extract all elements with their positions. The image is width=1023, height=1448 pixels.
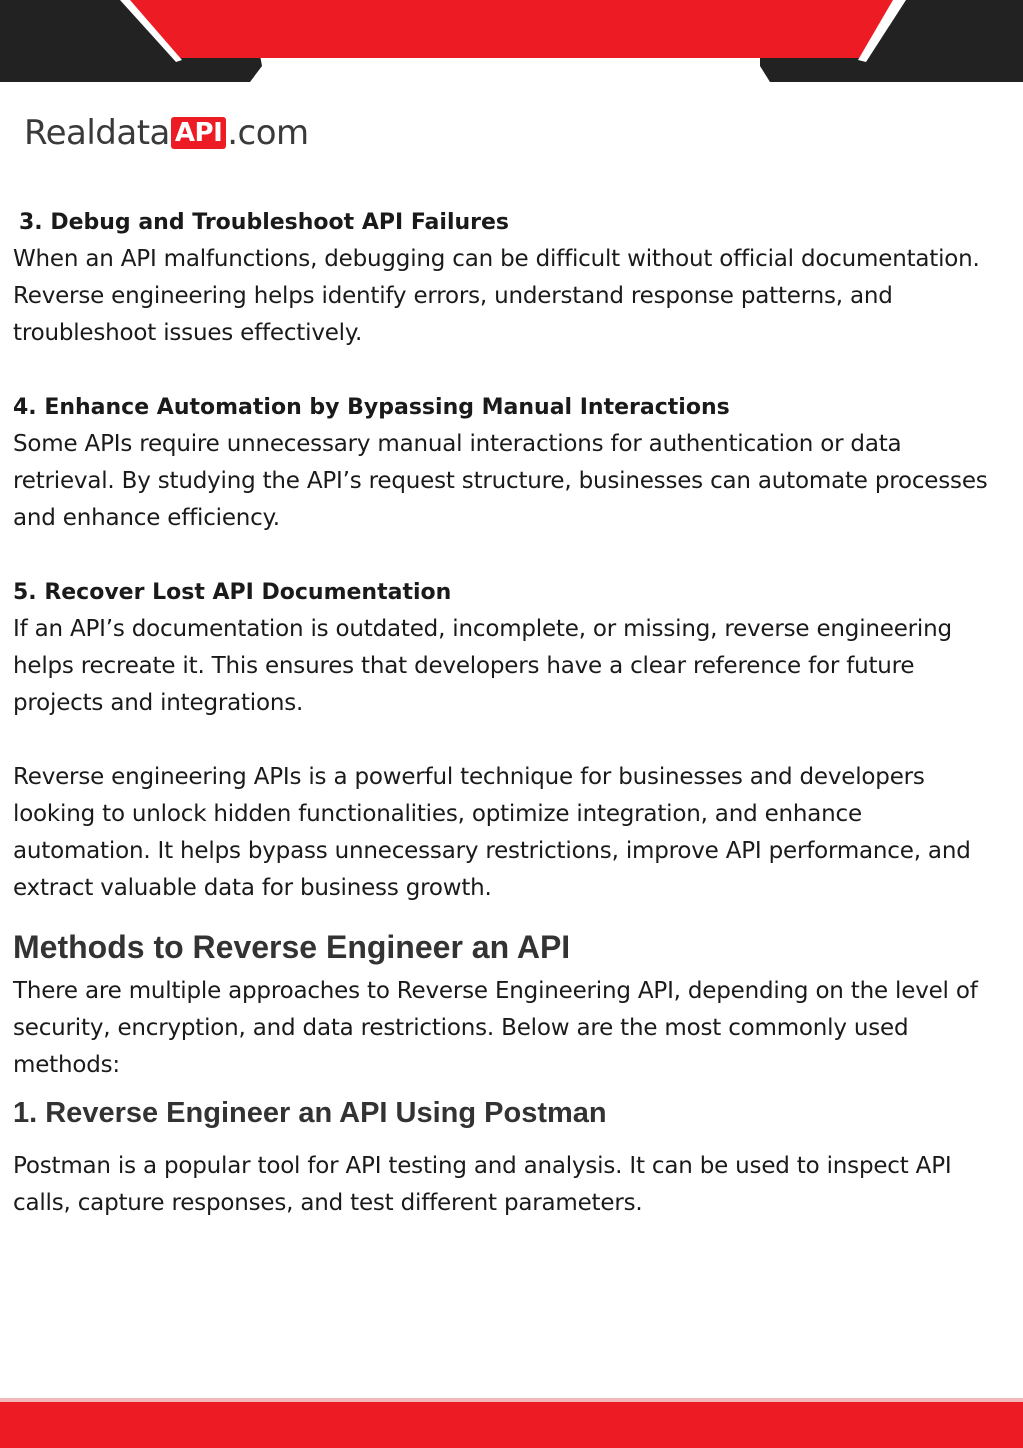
section-title: 5. Recover Lost API Documentation bbox=[13, 580, 452, 605]
section-paragraph: When an API malfunctions, debugging can be difficult without official documentation. Reverse engineering helps identify errors, understand response patterns, and troubleshoot issues effectively. bbox=[13, 246, 980, 346]
brand-logo bbox=[24, 110, 309, 156]
section-paragraph: Some APIs require unnecessary manual interactions for authentication or data retrieval. By studying the API’s request structure, businesses can automate processes and enhance efficiency. bbox=[13, 431, 988, 531]
section-paragraph: If an API’s documentation is outdated, incomplete, or missing, reverse engineering helps recreate it. This ensures that developers have a clear reference for future projects and integrations. bbox=[13, 616, 952, 716]
postman-heading: 1. Reverse Engineer an API Using Postman bbox=[13, 1097, 607, 1129]
postman-paragraph: Postman is a popular tool for API testing and analysis. It can be used to inspect API calls, capture responses, and test different parameters. bbox=[13, 1153, 952, 1216]
summary-paragraph: Reverse engineering APIs is a powerful technique for businesses and developers looking to unlock hidden functionalities, optimize integration, and enhance automation. It helps bypass unnecessary restrictions, improve API performance, and extract valuable data for business growth. bbox=[13, 764, 971, 901]
footer-banner bbox=[0, 1398, 1023, 1448]
section-title: 3. Debug and Troubleshoot API Failures bbox=[19, 210, 510, 235]
logo-prefix: Realdata bbox=[24, 113, 170, 153]
logo-api-badge: API bbox=[171, 117, 226, 149]
methods-heading: Methods to Reverse Engineer an API bbox=[13, 929, 571, 965]
methods-intro: There are multiple approaches to Reverse Engineering API, depending on the level of security, encryption, and data restrictions. Below are the most commonly used methods: bbox=[13, 978, 978, 1078]
article-body bbox=[13, 204, 1003, 1222]
section-title: 4. Enhance Automation by Bypassing Manual Interactions bbox=[13, 395, 730, 420]
logo-suffix: .com bbox=[227, 113, 309, 153]
header-banner bbox=[0, 0, 1023, 82]
